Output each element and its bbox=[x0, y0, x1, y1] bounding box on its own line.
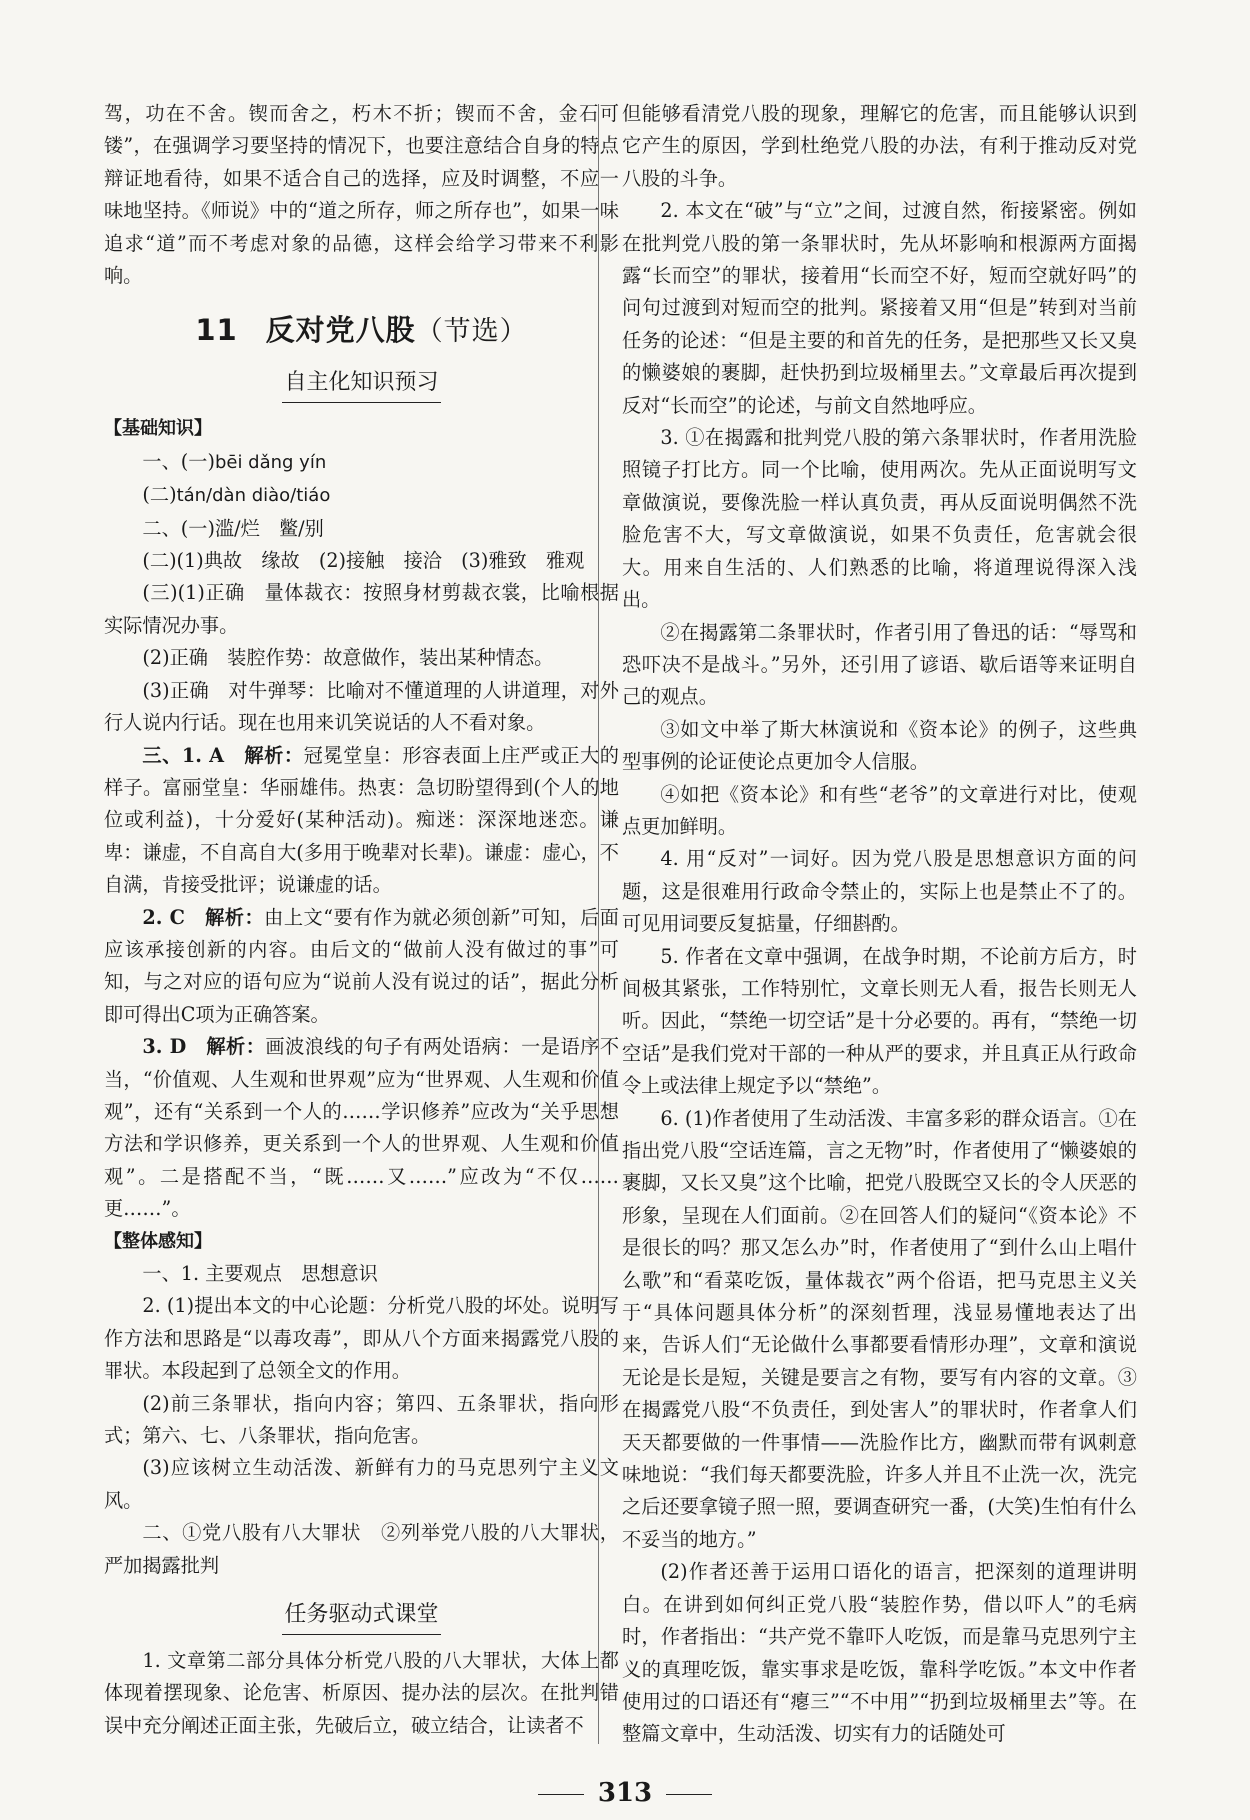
answer-paragraph: ②在揭露第二条罪状时，作者引用了鲁迅的话：“辱骂和恐吓决不是战斗。”另外，还引用了谚语、歇后语等来证明自己的观点。 bbox=[622, 620, 1137, 709]
answer-paragraph: 6. (1)作者使用了生动活泼、丰富多彩的群众语言。①在指出党八股“空话连篇，言之无物”时，作者使用了“懒婆娘的裹脚，又长又臭”这个比喻，把党八股既空又长的令人厌恶的形象，呈现在人们面前。②在回答人们的疑问“《资本论》不是很长的吗？那又怎么办”时，作者使用了“到什么山上唱什么歌”和“看菜吃饭，量体裁衣”两个俗语，把马克思主义关于“具体问题具体分析”的深刻哲理，浅显易懂地表达了出来，告诉人们“无论做什么事都要看情形办理”，文章和演说无论是长是短，关键是要言之有物，要写有内容的文章。③在揭露党八股“不负责任，到处害人”的罪状时，作者拿人们天天都要做的一件事情——洗脸作比方，幽默而带有讽刺意味地说：“我们每天都要洗脸，许多人并且不止洗一次，洗完之后还要拿镜子照一照，要调查研究一番，(大笑)生怕有什么不妥当的地方。” bbox=[622, 1106, 1137, 1551]
pinyin: bēi dǎng yín bbox=[214, 451, 327, 473]
section-heading-classroom: 任务驱动式课堂 bbox=[104, 1596, 619, 1635]
answer-line: 二、(一)滥/烂 鳖/别 bbox=[142, 516, 324, 540]
page-number: 313 bbox=[597, 1778, 653, 1808]
answer-line: 一、(一)bēi dǎng yín bbox=[142, 449, 327, 473]
answer-explanation: 3. D 解析：画波浪线的句子有两处语病：一是语序不当，“价值观、人生观和世界观”应为“世界观、人生观和价值观”，还有“关系到一个人的……学识修养”应改为“关乎思想方法和学识修养，更关系到一个人的世界观、人生观和价值观”。二是搭配不当，“既……又……”应改为“不仅……更……”。 bbox=[104, 1035, 620, 1221]
lesson-number: 11 bbox=[195, 313, 238, 348]
lesson-name: 反对党八股 bbox=[265, 313, 416, 348]
right-column bbox=[622, 98, 1137, 1751]
lesson-title bbox=[104, 310, 619, 352]
answer-line: 一、1. 主要观点 思想意识 bbox=[142, 1262, 378, 1285]
answer-line: (3)应该树立生动活泼、新鲜有力的马克思列宁主义文风。 bbox=[104, 1456, 619, 1512]
pinyin: tán/dàn diào/tiáo bbox=[176, 485, 331, 507]
continued-paragraph: 但能够看清党八股的现象，理解它的危害，而且能够认识到它产生的原因，学到杜绝党八股的办法，有利于推动反对党八股的斗争。 bbox=[622, 102, 1137, 190]
continued-paragraph: 驾，功在不舍。锲而舍之，朽木不折；锲而不舍，金石可镂”，在强调学习要坚持的情况下，也要注意结合自身的特点辩证地看待，如果不适合自己的选择，应及时调整，不应一味地坚持。《师说》中的“道之所存，师之所存也”，如果一味追求“道”而不考虑对象的品德，这样会给学习带来不利影响。 bbox=[104, 102, 619, 288]
answer-line: (2)正确 装腔作势：故意做作，装出某种情态。 bbox=[142, 646, 554, 670]
answer-paragraph: ③如文中举了斯大林演说和《资本论》的例子，这些典型事例的论证使论点更加令人信服。 bbox=[622, 717, 1137, 774]
left-column bbox=[104, 98, 619, 1742]
page-footer bbox=[0, 1778, 1250, 1808]
answer-line: 1. 文章第二部分具体分析党八股的八大罪状，大体上都体现着摆现象、论危害、析原因、提办法的层次。在批判错误中充分阐述正面主张，先破后立，破立结合，让读者不 bbox=[104, 1649, 619, 1737]
column-divider bbox=[598, 104, 599, 1744]
answer-explanation: 三、1. A 解析：冠冕堂皇：形容表面上庄严或正大的样子。富丽堂皇：华丽雄伟。热衷：急切盼望得到(个人的地位或利益)，十分爱好(某种活动)。痴迷：深深地迷恋。谦卑：谦虚，不自高自大(多用于晚辈对长辈)。谦虚：虚心，不自满，肯接受批评；说谦虚的话。 bbox=[104, 743, 619, 897]
answer-paragraph: ④如把《资本论》和有些“老爷”的文章进行对比，使观点更加鲜明。 bbox=[622, 782, 1137, 838]
answer-line: (2)前三条罪状，指向内容；第四、五条罪状，指向形式；第六、七、八条罪状，指向危害。 bbox=[104, 1391, 619, 1448]
lesson-subtitle: （节选） bbox=[415, 316, 528, 348]
footer-rule-right bbox=[666, 1794, 712, 1795]
answer-line: 2. (1)提出本文的中心论题：分析党八股的坏处。说明写作方法和思路是“以毒攻毒”，即从八个方面来揭露党八股的罪状。本段起到了总领全文的作用。 bbox=[104, 1294, 619, 1383]
answer-line: 二、①党八股有八大罪状 ②列举党八股的八大罪状，严加揭露批判 bbox=[104, 1521, 619, 1577]
answer-explanation: 2. C 解析：由上文“要有作为就必须创新”可知，后面应该承接创新的内容。由后文的“做前人没有做过的事”可知，与之对应的语句应为“说前人没有说过的话”，据此分析即可得出C项为正确答案。 bbox=[104, 905, 619, 1026]
answer-paragraph: 3. ①在揭露和批判党八股的第六条罪状时，作者用洗脸照镜子打比方。同一个比喻，使用两次。先从正面说明写文章做演说，要像洗脸一样认真负责，再从反面说明偶然不洗脸危害不大，写文章做演说，如果不负责任，危害就会很大。用来自生活的、人们熟悉的比喻，将道理说得深入浅出。 bbox=[622, 426, 1137, 612]
answer-line: (3)正确 对牛弹琴：比喻对不懂道理的人讲道理，对外行人说内行话。现在也用来讥笑说话的人不看对象。 bbox=[104, 678, 619, 735]
footer-rule-left bbox=[538, 1794, 584, 1795]
answer-paragraph: 4. 用“反对”一词好。因为党八股是思想意识方面的问题，这是很难用行政命令禁止的，实际上也是禁止不了的。可见用词要反复掂量，仔细斟酌。 bbox=[622, 847, 1137, 936]
answer-paragraph: 5. 作者在文章中强调，在战争时期，不论前方后方，时间极其紧张，工作特别忙，文章长则无人看，报告长则无人听。因此，“禁绝一切空话”是十分必要的。再有，“禁绝一切空话”是我们党对干部的一种从严的要求，并且真正从行政命令上或法律上规定予以“禁绝”。 bbox=[622, 944, 1137, 1098]
answer-paragraph: 2. 本文在“破”与“立”之间，过渡自然，衔接紧密。例如在批判党八股的第一条罪状时，先从坏影响和根源两方面揭露“长而空”的罪状，接着用“长而空不好，短而空就好吗”的问句过渡到对短而空的批判。紧接着又用“但是”转到对当前任务的论述：“但是主要的和首先的任务，是把那些又长又臭的懒婆娘的裹脚，赶快扔到垃圾桶里去。”文章最后再次提到反对“长而空”的论述，与前文自然地呼应。 bbox=[622, 199, 1137, 417]
overall-perception-label: 【整体感知】 bbox=[104, 1230, 212, 1252]
answer-paragraph: (2)作者还善于运用口语化的语言，把深刻的道理讲明白。在讲到如何纠正党八股“装腔作势，借以吓人”的毛病时，作者指出：“共产党不靠吓人吃饭，而是靠马克思列宁主义的真理吃饭，靠实事求是吃饭，靠科学吃饭。”本文中作者使用过的口语还有“瘪三”“不中用”“扔到垃圾桶里去”等。在整篇文章中，生动活泼、切实有力的话随处可 bbox=[622, 1560, 1137, 1746]
basic-knowledge-label: 【基础知识】 bbox=[104, 418, 212, 440]
answer-line: (三)(1)正确 量体裁衣：按照身材剪裁衣裳，比喻根据实际情况办事。 bbox=[104, 581, 619, 637]
answer-line: (二)(1)典故 缘故 (2)接触 接洽 (3)雅致 雅观 bbox=[142, 549, 585, 573]
section-heading-preview: 自主化知识预习 bbox=[104, 364, 619, 403]
answer-line: (二)tán/dàn diào/tiáo bbox=[142, 483, 331, 507]
